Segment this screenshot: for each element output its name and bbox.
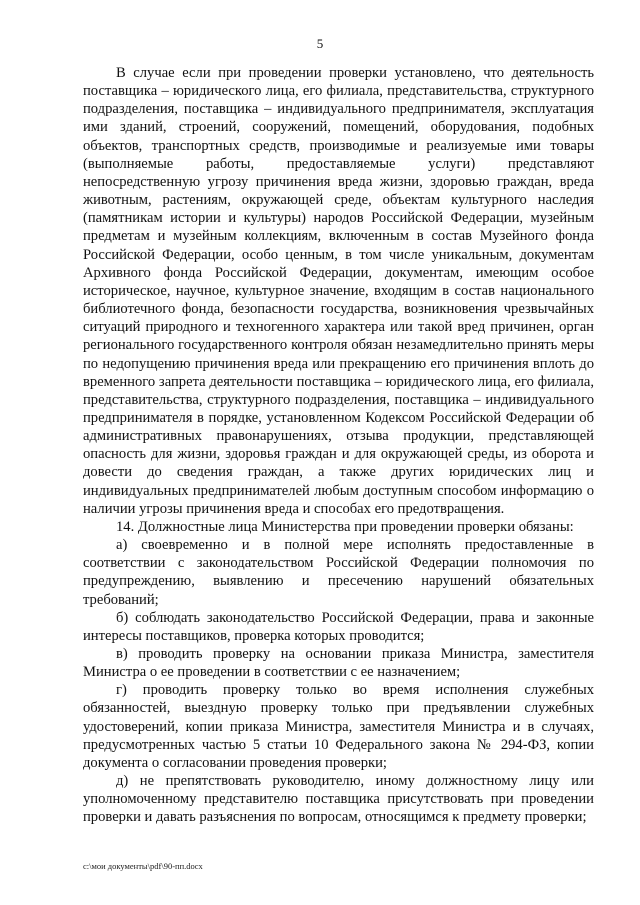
paragraph-item-v: в) проводить проверку на основании приказа Министра, заместителя Министра о ее проведении в соответствии с ее назначением; [83, 646, 594, 681]
paragraph-item-b: б) соблюдать законодательство Российской Федерации, права и законные интересы поставщиков, проверка которых проводится; [83, 609, 594, 644]
page-number: 5 [316, 36, 324, 51]
document-body [83, 64, 594, 827]
paragraph-threat-measures: В случае если при проведении проверки установлено, что деятельность поставщика – юридического лица, его филиала, представительства, структурного подразделения, поставщика – индивидуального предпринимателя, эксплуатация ими зданий, строений, сооружений, помещений, оборудования, подобных объектов, транспортных средств, производимые и реализуемые ими товары (выполняемые работы, предоставляемые услуги) представляют непосредственную угрозу причинения вреда жизни, здоровью граждан, вреда животным, растениям, окружающей среде, объектам культурного наследия (памятникам истории и культуры) народов Российской Федерации, музейным предметам и музейным коллекциям, включенным в состав Музейного фонда Российской Федерации, особо ценным, в том числе уникальным, документам Архивного фонда Российской Федерации, документам, имеющим особое историческое, научное, культурное значение, входящим в состав национального библиотечного фонда, безопасности государства, возникновения чрезвычайных ситуаций природного и техногенного характера или такой вред причинен, орган регионального государственного контроля обязан незамедлительно принять меры по недопущению причинения вреда или прекращению его причинения вплоть до временного запрета деятельности поставщика – юридического лица, его филиала, представительства, структурного подразделения, поставщика – индивидуального предпринимателя в порядке, установленном Кодексом Российской Федерации об административных правонарушениях, отзыва продукции, представляющей опасность для жизни, здоровья граждан и для окружающей среды, из оборота и довести до сведения граждан, а также других юридических лиц и индивидуальных предпринимателей любым доступным способом информацию о наличии угрозы причинения вреда и способах его предотвращения. [83, 65, 594, 517]
paragraph-item-g: г) проводить проверку только во время исполнения служебных обязанностей, выездную проверку только при предъявлении служебных удостоверений, копии приказа Министра, заместителя Министра и в случаях, предусмотренных частью 5 статьи 10 Федерального закона № 294-ФЗ, копии документа о согласовании проведения проверки; [83, 682, 594, 771]
paragraph-item-14-heading: 14. Должностные лица Министерства при проведении проверки обязаны: [116, 518, 574, 535]
paragraph-item-d: д) не препятствовать руководителю, иному должностному лицу или уполномоченному представителю поставщика присутствовать при проведении проверки и давать разъяснения по вопросам, относящимся к предмету проверки; [83, 773, 594, 826]
paragraph-item-a: а) своевременно и в полной мере исполнять предоставленные в соответствии с законодательством Российской Федерации полномочия по предупреждению, выявлению и пресечению нарушений обязательных требований; [83, 537, 594, 608]
footer-file-path: c:\мои документы\pdf\90-пп.docx [83, 861, 203, 871]
